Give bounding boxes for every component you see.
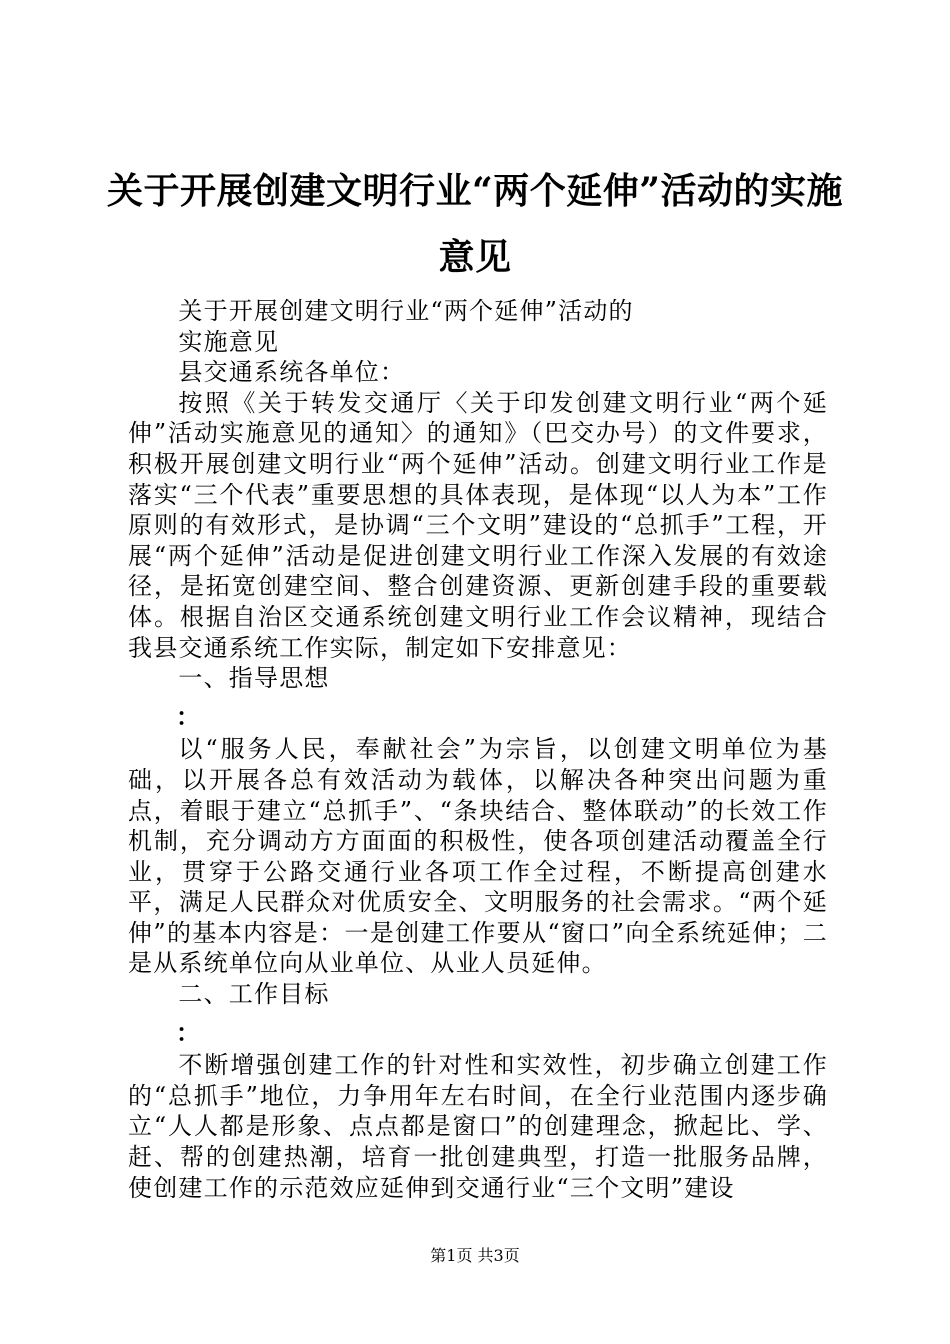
heading-line-1: 关于开展创建文明行业“两个延伸”活动的	[178, 297, 634, 325]
page-footer: 第1页 共3页	[430, 1246, 520, 1265]
section-1-paragraph: 以“服务人民，奉献社会”为宗旨，以创建文明单位为基础，以开展各总有效活动为载体，以解决各种突出问题为重点，着眼于建立“总抓手”、“条块结合、整体联动”的长效工作机制，充分调动方方面面的积极性，使各项创建活动覆盖全行业，贯穿于公路交通行业各项工作全过程，不断提高创建水平，满足人民群众对优质安全、文明服务的社会需求。“两个延伸”的基本内容是：一是创建工作要从“窗口”向全系统延伸；二是从系统单位向从业单位、从业人员延伸。	[128, 735, 828, 978]
heading-line-2: 实施意见	[178, 327, 280, 356]
document-body	[128, 296, 828, 1203]
section-2-paragraph: 不断增强创建工作的针对性和实效性，初步确立创建工作的“总抓手”地位，力争用年左右时间，在全行业范围内逐步确立“人人都是形象、点点都是窗口”的创建理念，掀起比、学、赶、帮的创建热潮，培育一批创建典型，打造一批服务品牌，使创建工作的示范效应延伸到交通行业“三个文明”建设	[128, 1051, 828, 1202]
salutation: 县交通系统各单位：	[178, 358, 406, 387]
section-2-colon: ：	[176, 1017, 202, 1047]
intro-paragraph: 按照《关于转发交通厅〈关于印发创建文明行业“两个延伸”活动实施意见的通知〉的通知》（巴交办号）的文件要求，积极开展创建文明行业“两个延伸”活动。创建文明行业工作是落实“三个代表”重要思想的具体表现，是体现“以人为本”工作原则的有效形式，是协调“三个文明”建设的“总抓手”工程，开展“两个延伸”活动是促进创建文明行业工作深入发展的有效途径，是拓宽创建空间、整合创建资源、更新创建手段的重要载体。根据自治区交通系统创建文明行业工作会议精神，现结合我县交通系统工作实际，制定如下安排意见：	[128, 388, 828, 662]
section-2-heading: 二、工作目标	[178, 980, 330, 1009]
section-1-heading: 一、指导思想	[178, 664, 330, 693]
document-title: 关于开展创建文明行业“两个延伸”活动的实施意见	[107, 170, 843, 278]
section-1-colon: ：	[176, 701, 202, 731]
